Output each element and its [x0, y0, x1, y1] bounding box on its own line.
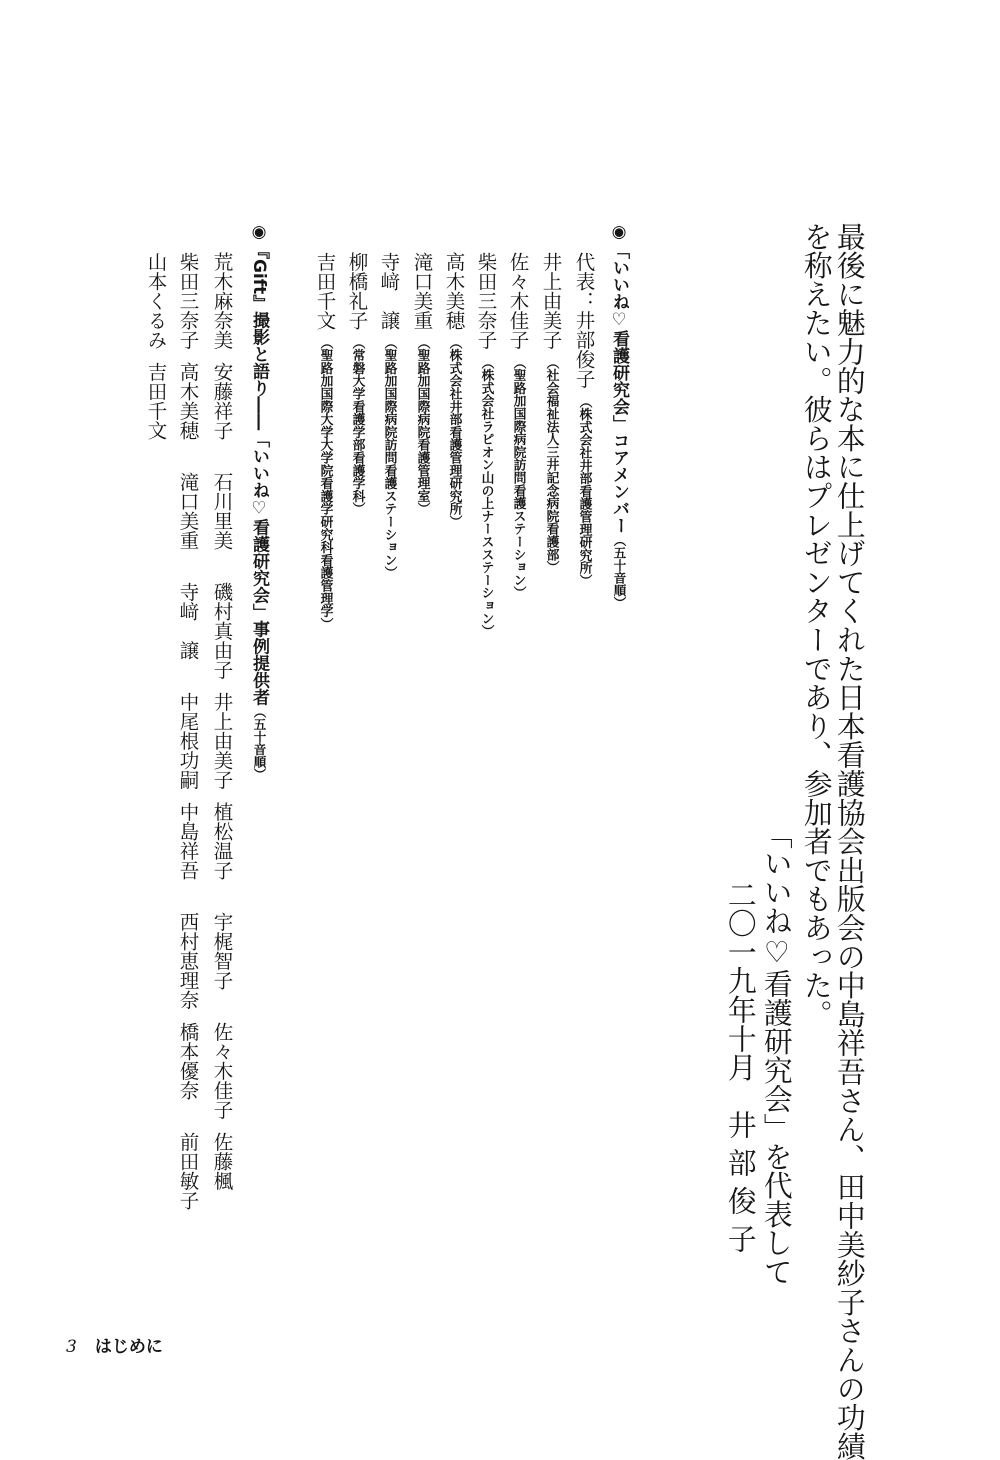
contributors-heading-note: （五十音順）	[252, 705, 267, 781]
contributor-name: 佐々木佳子	[210, 1022, 234, 1120]
core-member-9	[315, 252, 335, 630]
member-name: 柳橋礼子	[345, 252, 369, 330]
contributor-name: 寺﨑 譲	[176, 582, 200, 660]
contributor-name: 中尾根功嗣	[176, 692, 200, 790]
member-affiliation: （社会福祉法人三井記念病院看護部）	[543, 355, 559, 574]
contributor-name: 中島祥吾	[176, 802, 200, 880]
member-name: 滝口美重	[410, 252, 434, 330]
core-member-6	[412, 252, 432, 515]
closing-line-2: を称えたい。彼らはプレゼンターであり、参加者でもあった。	[799, 222, 834, 1029]
contributor-name: 山本くるみ	[144, 252, 168, 350]
core-member-1	[574, 252, 594, 587]
member-affiliation: （聖路加国際大学大学院看護学研究科看護管理学）	[317, 336, 333, 631]
core-member-3	[508, 252, 528, 599]
contributors-column-1	[212, 252, 232, 1212]
core-member-4	[476, 252, 496, 637]
contributor-name: 西村恵理奈	[176, 912, 200, 1010]
member-name: 吉田千文	[313, 252, 337, 330]
member-affiliation: （株式会社ラピオン山の上ナースステーション）	[478, 355, 494, 638]
member-name: 代表：井部俊子	[572, 252, 596, 389]
member-affiliation: （聖路加国際病院訪問看護ステーション）	[381, 336, 397, 580]
member-name: 柴田三奈子	[474, 252, 498, 350]
contributors-column-2	[178, 252, 198, 1212]
member-affiliation: （株式会社井部看護管理研究所）	[576, 394, 592, 587]
contributors-column-3	[146, 252, 166, 442]
member-name: 佐々木佳子	[506, 252, 530, 350]
contributor-name: 柴田三奈子	[176, 252, 200, 350]
closing-line-1: 最後に魅力的な本に仕上げてくれた日本看護協会出版会の中島祥吾さん、田中美紗子さんの功績	[832, 222, 867, 1460]
core-member-5	[444, 252, 464, 528]
contributor-name: 高木美穂	[176, 362, 200, 440]
member-affiliation: （株式会社井部看護管理研究所）	[446, 336, 462, 528]
core-member-7	[379, 252, 399, 579]
contributor-name: 橋本優奈	[176, 1022, 200, 1100]
contributor-name: 佐藤楓	[210, 1132, 234, 1191]
core-members-heading-text: ◉「いいね♡看護研究会」コアメンバー	[609, 222, 629, 534]
contributor-name: 安藤祥子	[210, 362, 234, 440]
contributors-heading	[250, 222, 267, 780]
core-member-2	[541, 252, 561, 573]
member-name: 高木美穂	[442, 252, 466, 330]
contributor-name: 滝口美重	[176, 472, 200, 550]
contributor-name: 井上由美子	[210, 692, 234, 790]
core-member-8	[347, 252, 367, 515]
contributors-heading-text: ◉『Gift』撮影と語り――「いいね♡看護研究会」事例提供者	[249, 222, 269, 706]
signature-date-name: 二〇一九年十月 井 部 俊 子	[723, 880, 758, 1254]
member-affiliation: （常磐大学看護学部看護学科）	[349, 336, 365, 516]
core-members-heading	[610, 222, 627, 609]
contributor-name: 磯村真由子	[210, 582, 234, 680]
contributor-name: 荒木麻奈美	[210, 252, 234, 350]
contributor-name: 吉田千文	[144, 362, 168, 440]
member-affiliation: （聖路加国際病院訪問看護ステーション）	[510, 355, 526, 599]
member-affiliation: （聖路加国際病院看護管理室）	[414, 336, 430, 516]
contributor-name: 前田敏子	[176, 1132, 200, 1210]
page-footer	[66, 1332, 163, 1357]
core-members-heading-note: （五十音順）	[612, 534, 627, 609]
section-title: はじめに	[94, 1337, 163, 1357]
signature-organization: 「いいね♡看護研究会」を代表して	[759, 820, 794, 1286]
contributor-name: 宇梶智子	[210, 912, 234, 990]
contributor-name: 植松温子	[210, 802, 234, 880]
member-name: 寺﨑 譲	[377, 252, 401, 330]
page-number: 3	[66, 1337, 77, 1357]
member-name: 井上由美子	[539, 252, 563, 350]
contributor-name: 石川里美	[210, 472, 234, 550]
